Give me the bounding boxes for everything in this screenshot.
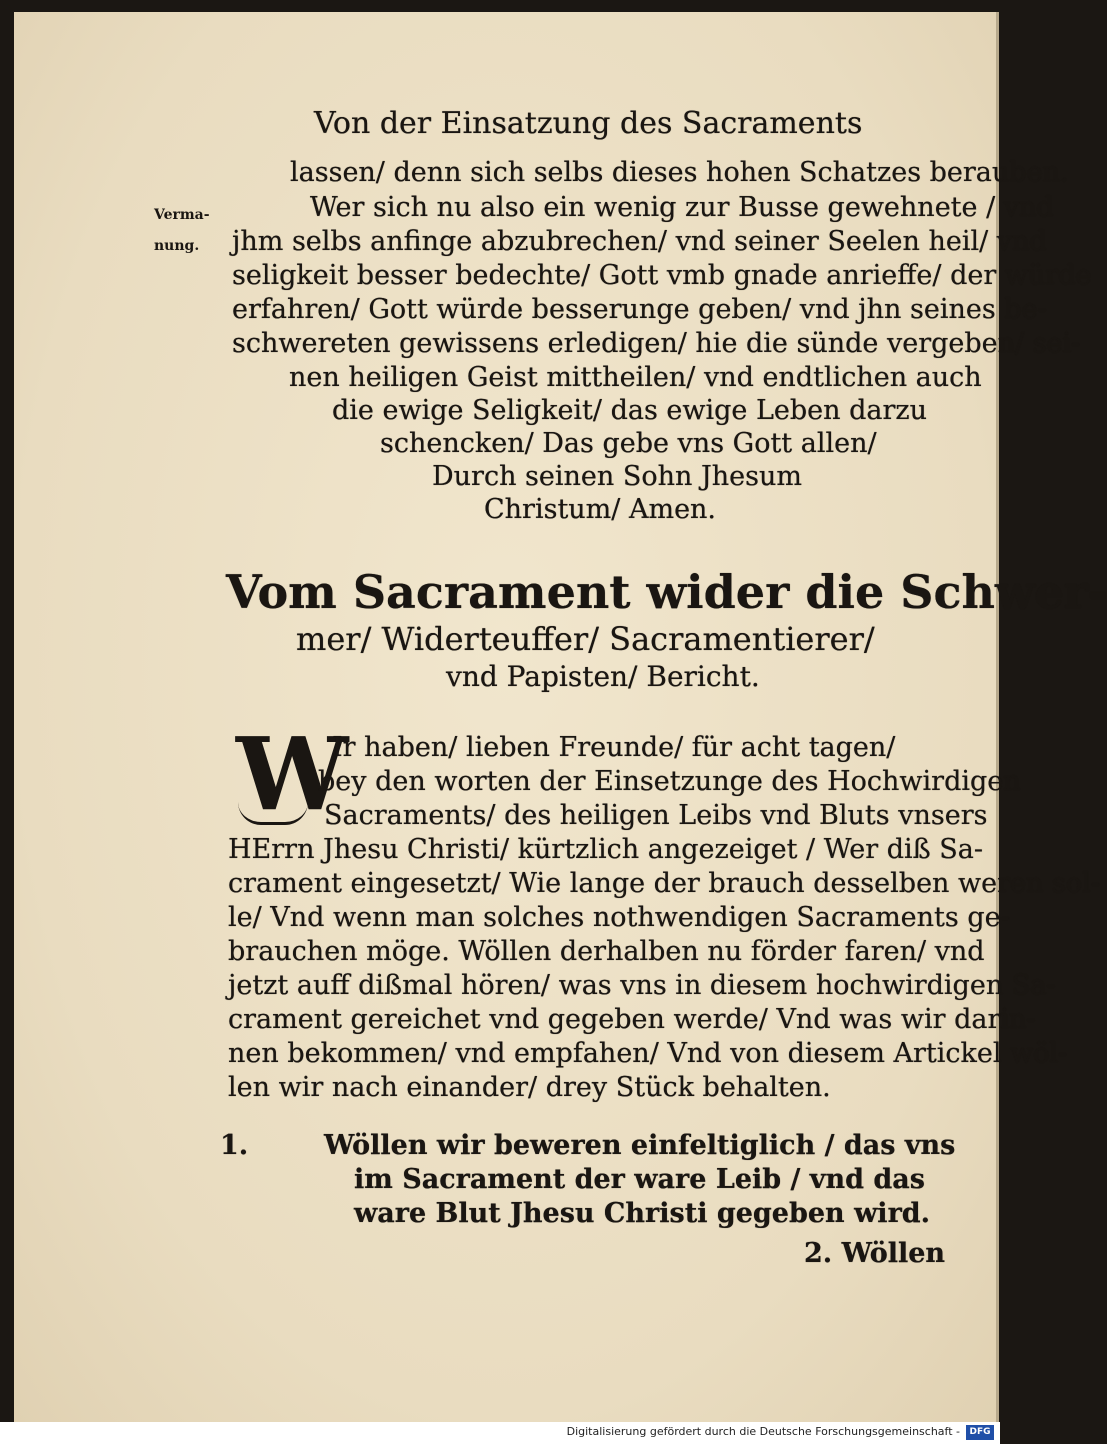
body-line: nen bekommen/ vnd empfahen/ Vnd von diesem Artickel wöl- <box>228 1038 1068 1069</box>
item-line: im Sacrament der ware Leib / vnd das <box>354 1164 925 1195</box>
footer-bar <box>0 1422 1000 1444</box>
section-title-line-3: vnd Papisten/ Bericht. <box>446 660 760 693</box>
section-title-line-1: Vom Sacrament wider die Schwer- <box>226 565 1107 619</box>
text-line: Christum/ Amen. <box>484 494 717 525</box>
body-line: crament gereichet vnd gegeben werde/ Vnd was wir darin- <box>228 1004 1036 1035</box>
text-line: seligkeit besser bedechte/ Gott vmb gnade anrieffe/ der würde <box>232 260 1092 291</box>
margin-note-line-2: nung. <box>154 238 200 254</box>
text-line: lassen/ denn sich selbs dieses hohen Schatzes berauben. <box>290 157 1069 188</box>
dfg-logo-icon: DFG <box>966 1425 994 1440</box>
text-line: die ewige Seligkeit/ das ewige Leben darzu <box>332 395 928 426</box>
body-line: jetzt auff dißmal hören/ was vns in diesem hochwirdigen Sa- <box>228 970 1056 1001</box>
book-page <box>14 12 1107 1422</box>
catchword: 2. Wöllen <box>804 1238 946 1269</box>
text-line: jhm selbs anfinge abzubrechen/ vnd seiner Seelen heil/ vnd <box>232 226 1047 257</box>
body-line: brauchen möge. Wöllen derhalben nu förder faren/ vnd <box>228 936 985 967</box>
text-line: Wer sich nu also ein wenig zur Busse gewehnete / vnd <box>310 192 1054 223</box>
body-line: bey den worten der Einsetzunge des Hochwirdigen <box>318 766 1021 797</box>
text-line: nen heiligen Geist mittheilen/ vnd endtlichen auch <box>289 362 982 393</box>
item-number: 1. <box>220 1130 249 1161</box>
text-line: schwereten gewissens erledigen/ hie die sünde vergeben/ sei- <box>232 328 1081 359</box>
footer-credit: Digitalisierung gefördert durch die Deutsche Forschungsgemeinschaft - <box>566 1425 960 1438</box>
running-head: Von der Einsatzung des Sacraments <box>314 106 863 141</box>
text-line: Durch seinen Sohn Jhesum <box>432 461 802 492</box>
item-line: Wöllen wir beweren einfeltiglich / das vns <box>324 1130 956 1161</box>
body-line: Ir haben/ lieben Freunde/ für acht tagen/ <box>332 732 896 763</box>
decorated-initial: W <box>236 715 349 833</box>
item-line: ware Blut Jhesu Christi gegeben wird. <box>354 1198 931 1229</box>
body-line: crament eingesetzt/ Wie lange der brauch desselben weren sol- <box>228 868 1100 899</box>
body-line: HErrn Jhesu Christi/ kürtzlich angezeiget / Wer diß Sa- <box>228 834 983 865</box>
section-title-line-2: mer/ Widerteuffer/ Sacramentierer/ <box>296 620 875 658</box>
body-line: le/ Vnd wenn man solches nothwendigen Sacraments ge- <box>228 902 1010 933</box>
text-line: erfahren/ Gott würde besserunge geben/ vnd jhn seines be- <box>232 294 1047 325</box>
body-line: len wir nach einander/ drey Stück behalten. <box>228 1072 831 1103</box>
text-line: schencken/ Das gebe vns Gott allen/ <box>380 428 877 459</box>
margin-note-line-1: Verma- <box>154 207 210 223</box>
body-line: Sacraments/ des heiligen Leibs vnd Bluts vnsers <box>324 800 988 831</box>
